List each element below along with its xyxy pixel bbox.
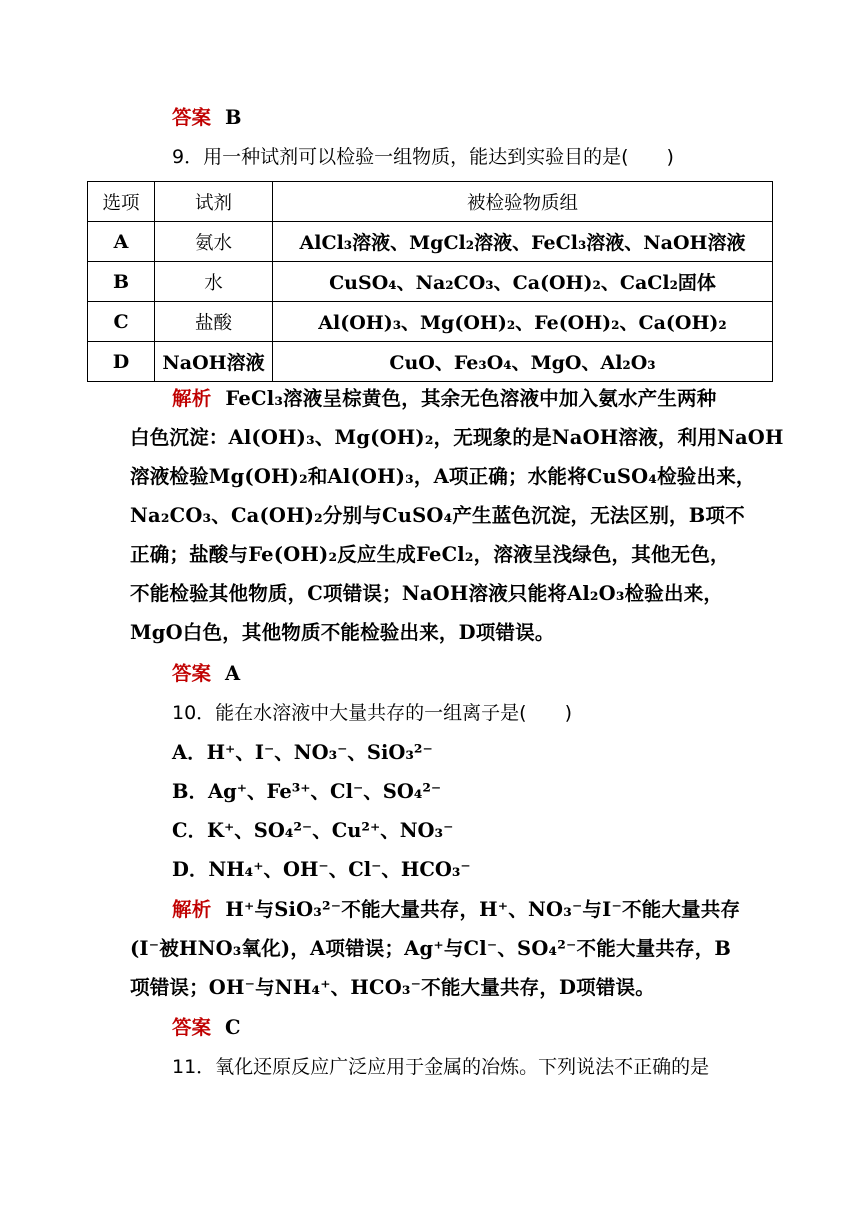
question-10-analysis-line-3: 项错误；OH⁻与NH₄⁺、HCO₃⁻不能大量共存，D项错误。 <box>130 976 655 999</box>
question-10-option-a: A．H⁺、I⁻、NO₃⁻、SiO₃²⁻ <box>172 741 433 764</box>
question-10-option-b: B．Ag⁺、Fe³⁺、Cl⁻、SO₄²⁻ <box>172 780 442 803</box>
table-row <box>88 302 773 342</box>
question-9-analysis-line-7: MgO白色，其他物质不能检验出来，D项错误。 <box>130 621 555 644</box>
question-9-analysis-line-3: 溶液检验Mg(OH)₂和Al(OH)₃，A项正确；水能将CuSO₄检验出来， <box>130 465 756 488</box>
cell-substances: CuO、Fe₃O₄、MgO、Al₂O₃ <box>273 342 773 382</box>
analysis-text: FeCl₃溶液呈棕黄色，其余无色溶液中加入氨水产生两种 <box>225 387 717 410</box>
question-10-option-d: D．NH₄⁺、OH⁻、Cl⁻、HCO₃⁻ <box>172 858 471 881</box>
answer-8 <box>172 108 242 128</box>
cell-substances: CuSO₄、Na₂CO₃、Ca(OH)₂、CaCl₂固体 <box>273 262 773 302</box>
question-10-analysis-line-2: (I⁻被HNO₃氧化)，A项错误；Ag⁺与Cl⁻、SO₄²⁻不能大量共存，B <box>130 937 732 960</box>
question-9-analysis-line-4: Na₂CO₃、Ca(OH)₂分别与CuSO₄产生蓝色沉淀，无法区别，B项不 <box>130 504 745 527</box>
cell-substances: AlCl₃溶液、MgCl₂溶液、FeCl₃溶液、NaOH溶液 <box>273 222 773 262</box>
cell-option: A <box>88 222 155 262</box>
answer-label: 答案 <box>172 106 212 129</box>
table-header-row <box>88 182 773 222</box>
answer-label: 答案 <box>172 1016 212 1039</box>
question-9-analysis-line-2: 白色沉淀：Al(OH)₃、Mg(OH)₂，无现象的是NaOH溶液，利用NaOH <box>130 426 784 449</box>
answer-value: A <box>225 662 241 685</box>
question-11-stem: 11．氧化还原反应广泛应用于金属的冶炼。下列说法不正确的是 <box>172 1056 710 1078</box>
header-option: 选项 <box>88 182 155 222</box>
cell-option: D <box>88 342 155 382</box>
answer-value: C <box>225 1016 241 1039</box>
answer-10 <box>172 1018 241 1038</box>
cell-reagent: 氨水 <box>155 222 273 262</box>
question-9-table <box>87 181 773 382</box>
header-substances: 被检验物质组 <box>273 182 773 222</box>
cell-option: C <box>88 302 155 342</box>
cell-substances: Al(OH)₃、Mg(OH)₂、Fe(OH)₂、Ca(OH)₂ <box>273 302 773 342</box>
cell-reagent: 水 <box>155 262 273 302</box>
cell-reagent: NaOH溶液 <box>155 342 273 382</box>
analysis-label: 解析 <box>172 387 212 410</box>
question-9-analysis-line-6: 不能检验其他物质，C项错误；NaOH溶液只能将Al₂O₃检验出来， <box>130 582 724 605</box>
question-10-analysis-line-1 <box>172 900 740 920</box>
cell-reagent: 盐酸 <box>155 302 273 342</box>
analysis-text: H⁺与SiO₃²⁻不能大量共存，H⁺、NO₃⁻与I⁻不能大量共存 <box>225 898 741 921</box>
answer-9 <box>172 664 240 684</box>
question-9-analysis-line-1 <box>172 389 716 409</box>
header-reagent: 试剂 <box>155 182 273 222</box>
answer-label: 答案 <box>172 662 212 685</box>
table-row <box>88 342 773 382</box>
analysis-label: 解析 <box>172 898 212 921</box>
question-9-analysis-line-5: 正确；盐酸与Fe(OH)₂反应生成FeCl₂，溶液呈浅绿色，其他无色， <box>130 543 730 566</box>
table-row <box>88 262 773 302</box>
table-row <box>88 222 773 262</box>
cell-option: B <box>88 262 155 302</box>
question-10-stem: 10．能在水溶液中大量共存的一组离子是( ) <box>172 702 573 724</box>
question-10-option-c: C．K⁺、SO₄²⁻、Cu²⁺、NO₃⁻ <box>172 819 454 842</box>
answer-value: B <box>225 106 242 129</box>
question-9-stem: 9．用一种试剂可以检验一组物质，能达到实验目的是( ) <box>172 146 674 168</box>
